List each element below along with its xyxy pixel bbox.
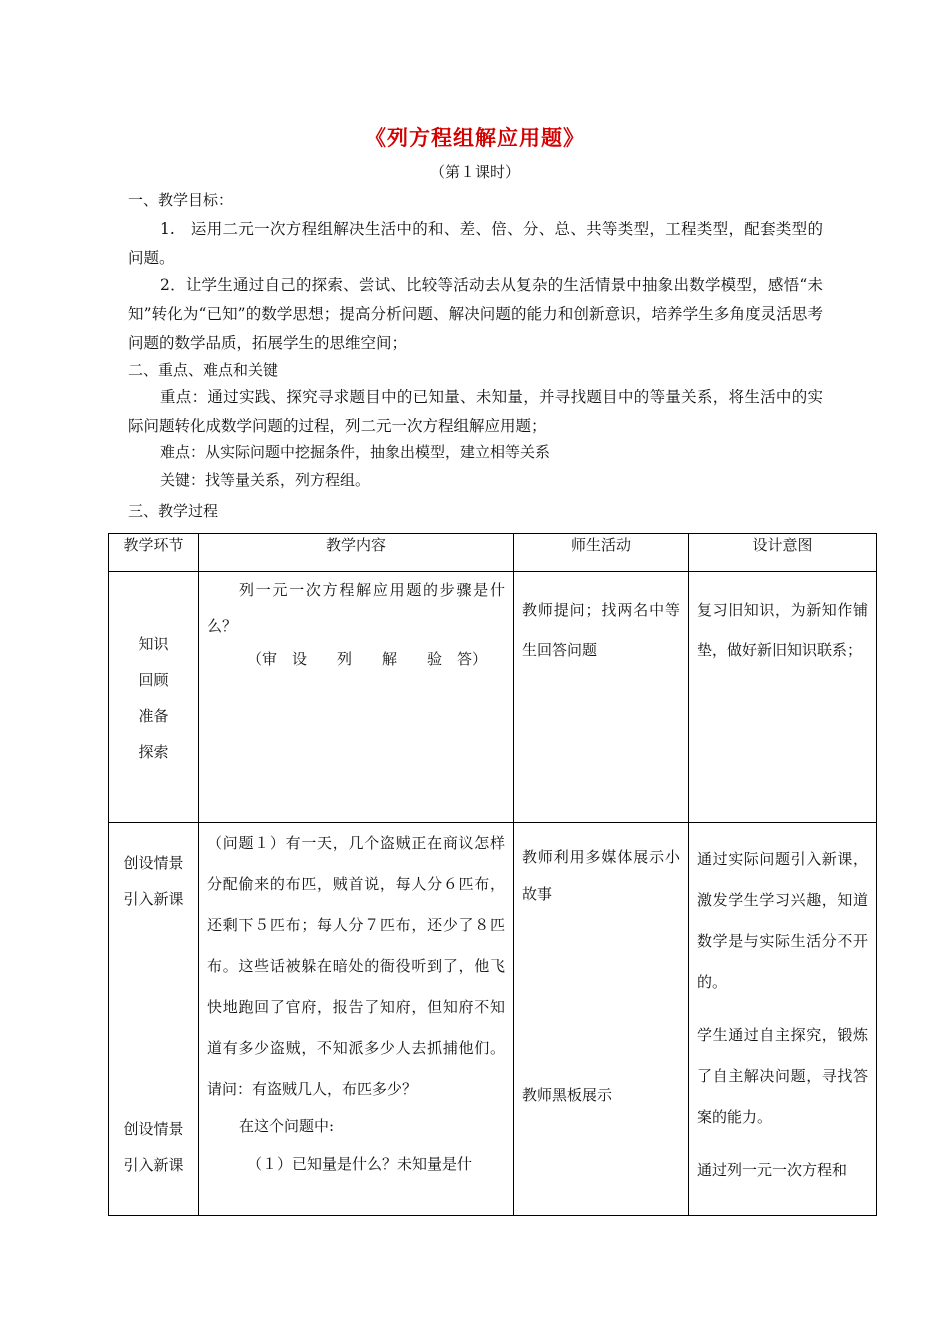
key-point: 重点：通过实践、探究寻求题目中的已知量、未知量，并寻找题目中的等量关系，将生活中的实际问题转化成数学问题的过程，列二元一次方程组解应用题； — [128, 388, 823, 435]
table-row — [109, 823, 877, 1216]
stage-text: 引入新课 — [123, 890, 184, 908]
content-cell — [199, 572, 514, 823]
activity-cell — [514, 823, 689, 1216]
problem-text: （问题１）有一天，几个盗贼正在商议怎样分配偷来的布匹，贼首说，每人分６匹布，还剩下５匹布；每人分７匹布，还少了８匹布。这些话被躲在暗处的衙役听到了，他飞快地跑回了官府，报告了知府，但知府不知道有多少盗贼，不知派多少人去抓捕他们。请问：有盗贼几人，布匹多少？ — [207, 834, 505, 1098]
activity-text: 教师黑板展示 — [522, 1086, 613, 1104]
content-line: 在这个问题中: — [239, 1117, 335, 1135]
intent-cell — [689, 823, 877, 1216]
section-1-heading: 一、教学目标： — [128, 191, 234, 209]
intent-cell — [689, 572, 877, 823]
section-2-heading: 二、重点、难点和关键 — [128, 361, 279, 379]
crux: 关键：找等量关系，列方程组。 — [160, 471, 371, 489]
intent-text: 通过实际问题引入新课，激发学生学习兴趣，知道数学是与实际生活分不开的。 — [697, 850, 868, 991]
table-row — [109, 572, 877, 823]
header-content: 教学内容 — [199, 534, 514, 572]
content-steps: （审 设 列 解 验 答） — [247, 650, 488, 668]
intent-text: 学生通过自主探究，锻炼了自主解决问题，寻找答案的能力。 — [697, 1026, 868, 1126]
content-question: 列一元一次方程解应用题的步骤是什么？ — [207, 581, 505, 635]
stage-text: 探索 — [138, 743, 169, 761]
document-title: 《列方程组解应用题》 — [365, 125, 585, 150]
content-line: （１）已知量是什么？未知量是什 — [247, 1155, 473, 1173]
stage-cell — [109, 572, 199, 823]
objective-1: 1. 运用二元一次方程组解决生活中的和、差、倍、分、总、共等类型，工程类型，配套类型的问题。 — [128, 220, 823, 267]
objective-2: 2．让学生通过自己的探索、尝试、比较等活动去从复杂的生活情景中抽象出数学模型，感悟“未知”转化为“已知”的数学思想；提高分析问题、解决问题的能力和创新意识，培养学生多角度灵活思考问题的数学品质，拓展学生的思维空间； — [128, 276, 823, 352]
stage-text: 回顾 — [138, 671, 169, 689]
stage-text: 引入新课 — [123, 1156, 184, 1174]
intent-text: 通过列一元一次方程和 — [697, 1161, 848, 1179]
section-3-heading: 三、教学过程 — [128, 502, 219, 520]
lesson-period: （第１课时） — [429, 163, 520, 181]
table-header-row — [109, 534, 877, 572]
header-intent: 设计意图 — [689, 534, 877, 572]
stage-cell — [109, 823, 199, 1216]
stage-text: 创设情景 — [123, 854, 184, 872]
activity-text: 教师利用多媒体展示小故事 — [522, 848, 680, 903]
stage-text: 创设情景 — [123, 1120, 184, 1138]
stage-text: 准备 — [138, 707, 169, 725]
header-stage: 教学环节 — [109, 534, 199, 572]
intent-text: 复习旧知识，为新知作铺垫，做好新旧知识联系； — [697, 601, 868, 659]
stage-text: 知识 — [138, 635, 169, 653]
content-cell — [199, 823, 514, 1216]
difficulty: 难点：从实际问题中挖掘条件，抽象出模型，建立相等关系 — [160, 443, 551, 461]
teaching-process-table — [108, 533, 877, 1216]
activity-text: 教师提问；找两名中等生回答问题 — [522, 601, 680, 659]
header-activity: 师生活动 — [514, 534, 689, 572]
activity-cell — [514, 572, 689, 823]
